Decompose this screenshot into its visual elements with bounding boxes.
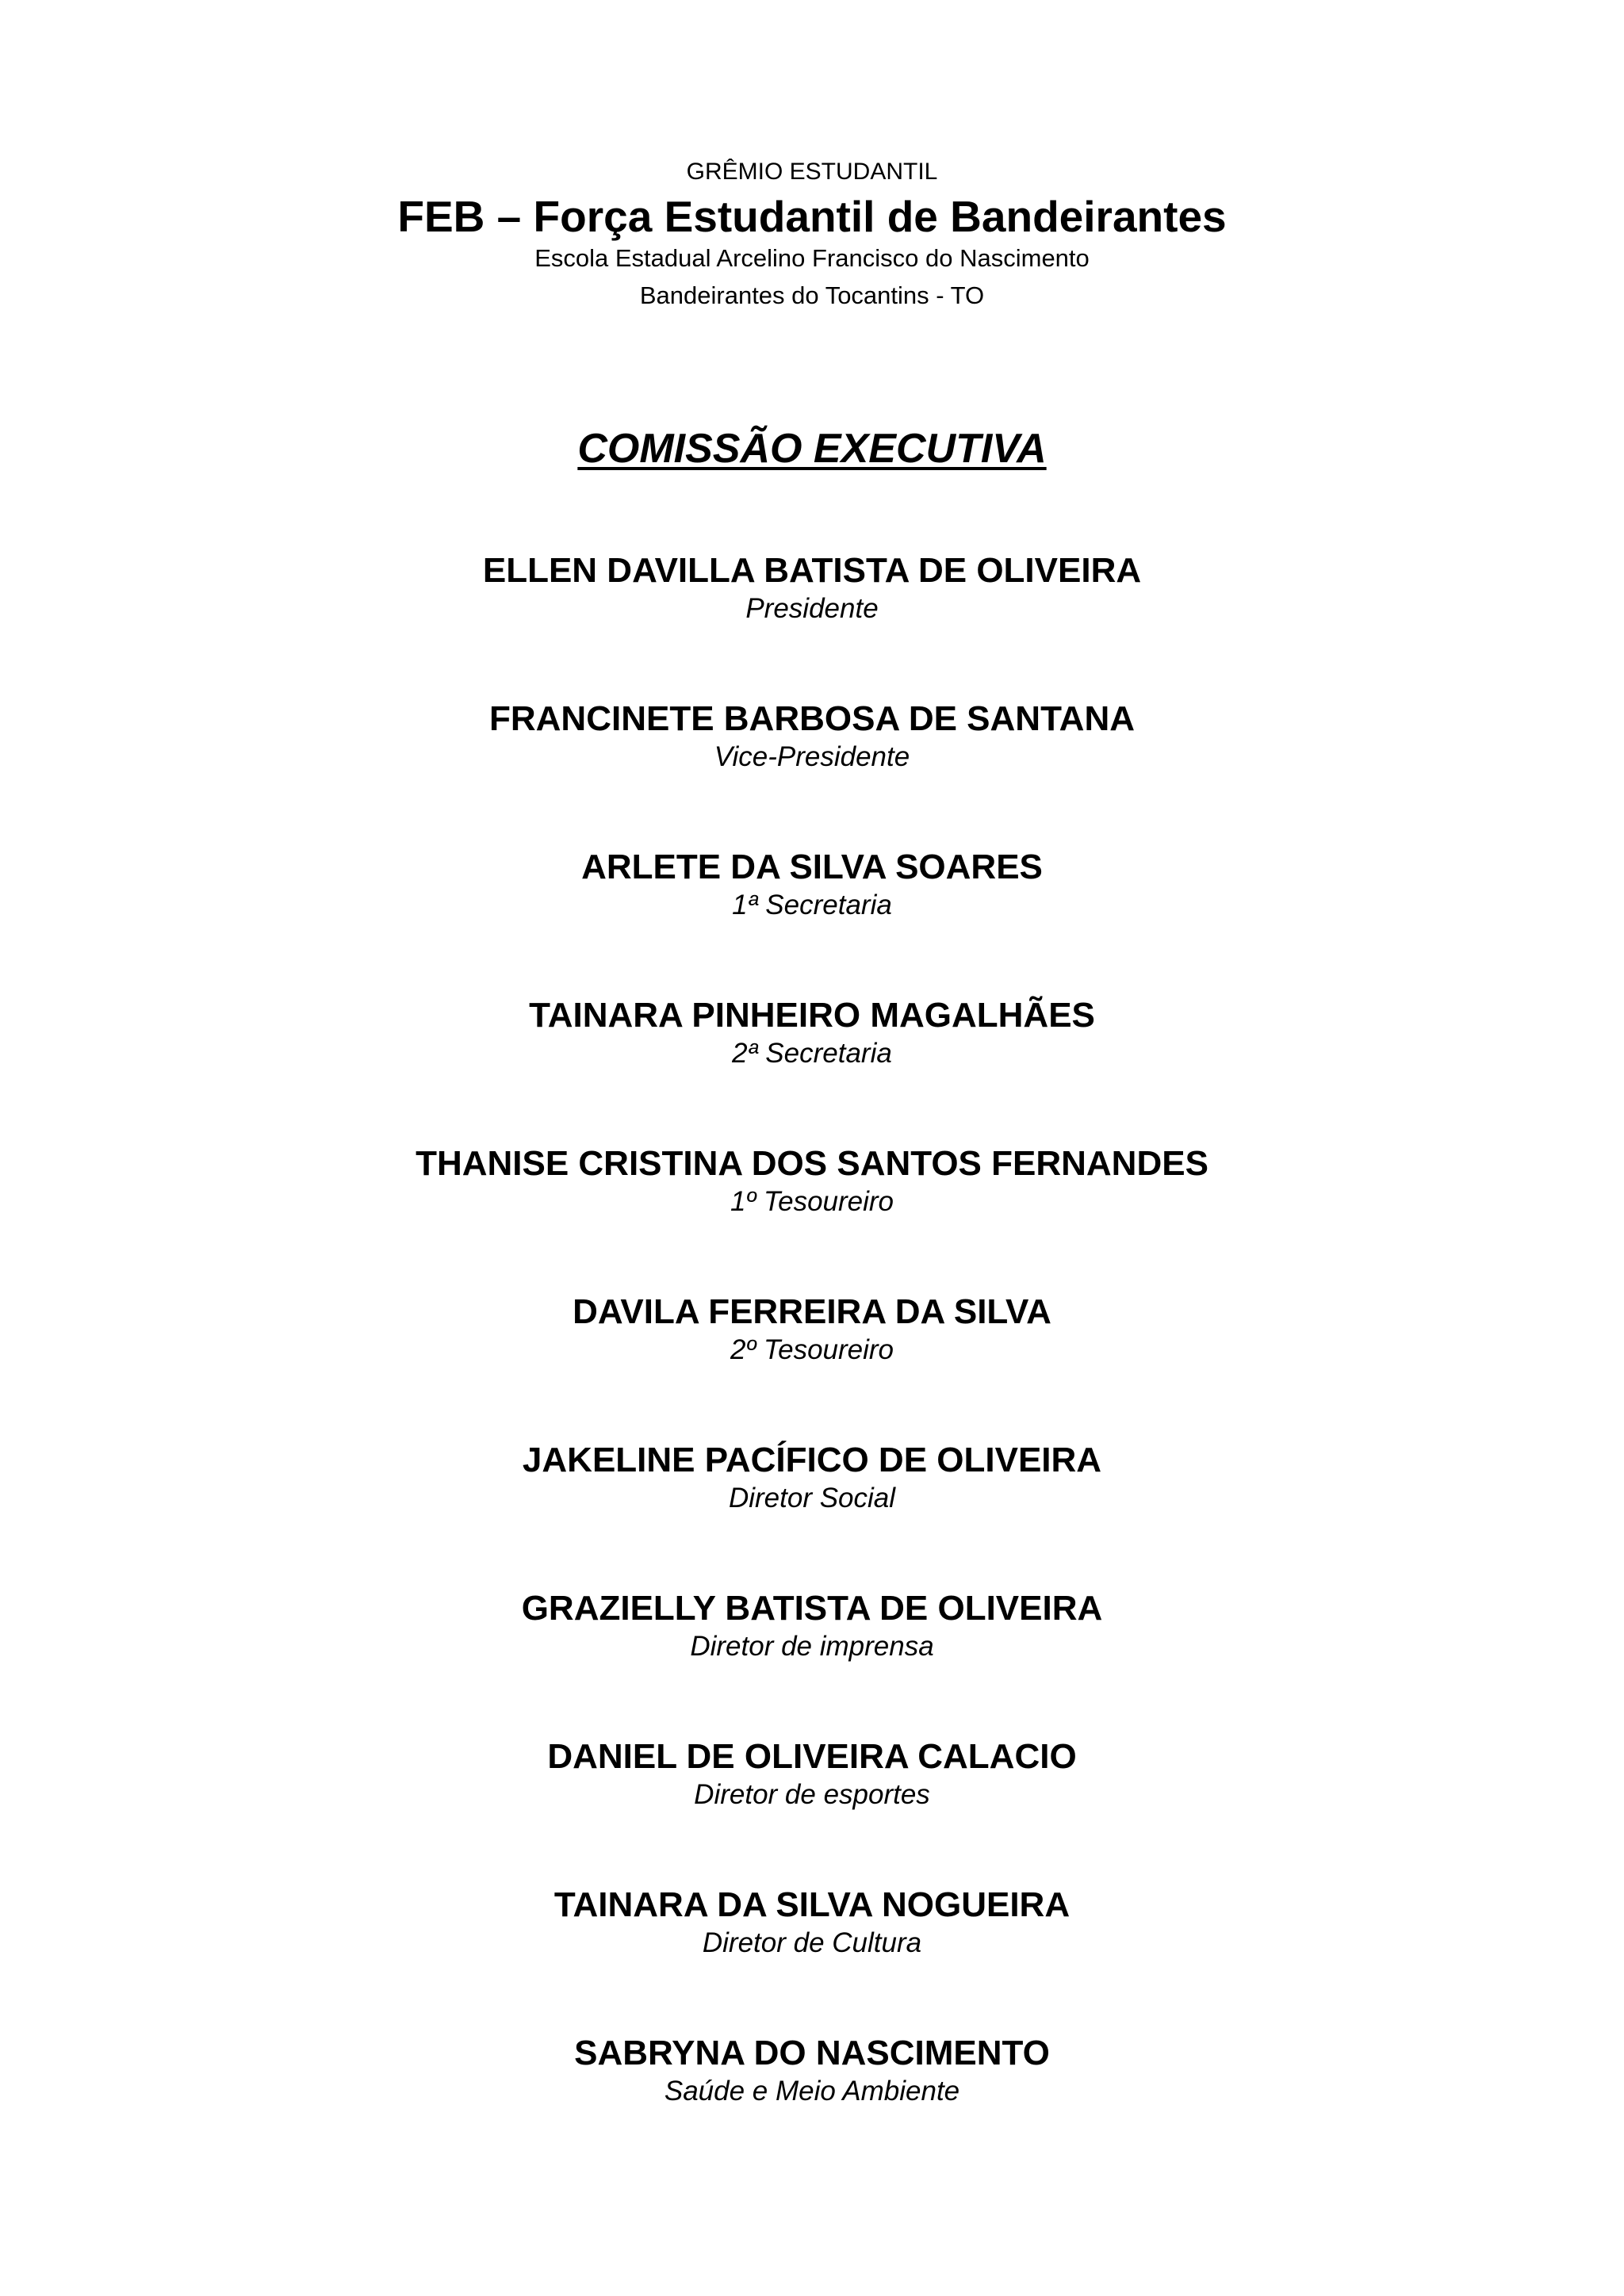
member-entry [0, 698, 1624, 847]
member-name: DANIEL DE OLIVEIRA CALACIO [547, 1737, 1077, 1776]
member-name: DAVILA FERREIRA DA SILVA [573, 1292, 1051, 1331]
member-entry [0, 995, 1624, 1143]
member-role: Saúde e Meio Ambiente [664, 2076, 960, 2107]
member-role: Presidente [745, 593, 879, 624]
document-title: FEB – Força Estudantil de Bandeirantes [397, 192, 1227, 241]
member-name: SABRYNA DO NASCIMENTO [574, 2034, 1050, 2072]
section-title-text: COMISSÃO EXECUTIVA [577, 426, 1047, 472]
member-entry [0, 550, 1624, 698]
member-role: 1ª Secretaria [732, 890, 892, 920]
organization-type: GRÊMIO ESTUDANTIL [686, 159, 938, 185]
member-role: 2º Tesoureiro [730, 1334, 894, 1365]
member-name: TAINARA PINHEIRO MAGALHÃES [529, 996, 1095, 1035]
school-name: Escola Estadual Arcelino Francisco do Nascimento [534, 244, 1090, 272]
member-role: 2ª Secretaria [732, 1038, 892, 1069]
member-entry [0, 1885, 1624, 2033]
member-entry [0, 847, 1624, 995]
member-name: JAKELINE PACÍFICO DE OLIVEIRA [522, 1441, 1102, 1479]
member-entry [0, 2033, 1624, 2181]
member-role: Diretor de esportes [694, 1779, 930, 1810]
member-name: GRAZIELLY BATISTA DE OLIVEIRA [521, 1589, 1103, 1628]
member-name: ELLEN DAVILLA BATISTA DE OLIVEIRA [482, 551, 1142, 590]
member-role: Diretor de Cultura [702, 1927, 922, 1958]
member-name: TAINARA DA SILVA NOGUEIRA [553, 1885, 1071, 1924]
section-title [0, 423, 1624, 474]
member-role: Diretor Social [728, 1483, 896, 1513]
member-entry [0, 1292, 1624, 1440]
member-entry [0, 1736, 1624, 1885]
member-name: FRANCINETE BARBOSA DE SANTANA [489, 699, 1135, 738]
member-role: Diretor de imprensa [690, 1631, 934, 1662]
member-role: 1º Tesoureiro [730, 1186, 894, 1217]
member-entry [0, 1440, 1624, 1588]
member-role: Vice-Presidente [714, 741, 910, 772]
members-list [0, 550, 1624, 2181]
member-entry [0, 1588, 1624, 1736]
member-name: ARLETE DA SILVA SOARES [581, 848, 1043, 886]
school-location: Bandeirantes do Tocantins - TO [639, 281, 985, 309]
member-entry [0, 1143, 1624, 1292]
member-name: THANISE CRISTINA DOS SANTOS FERNANDES [416, 1144, 1208, 1183]
